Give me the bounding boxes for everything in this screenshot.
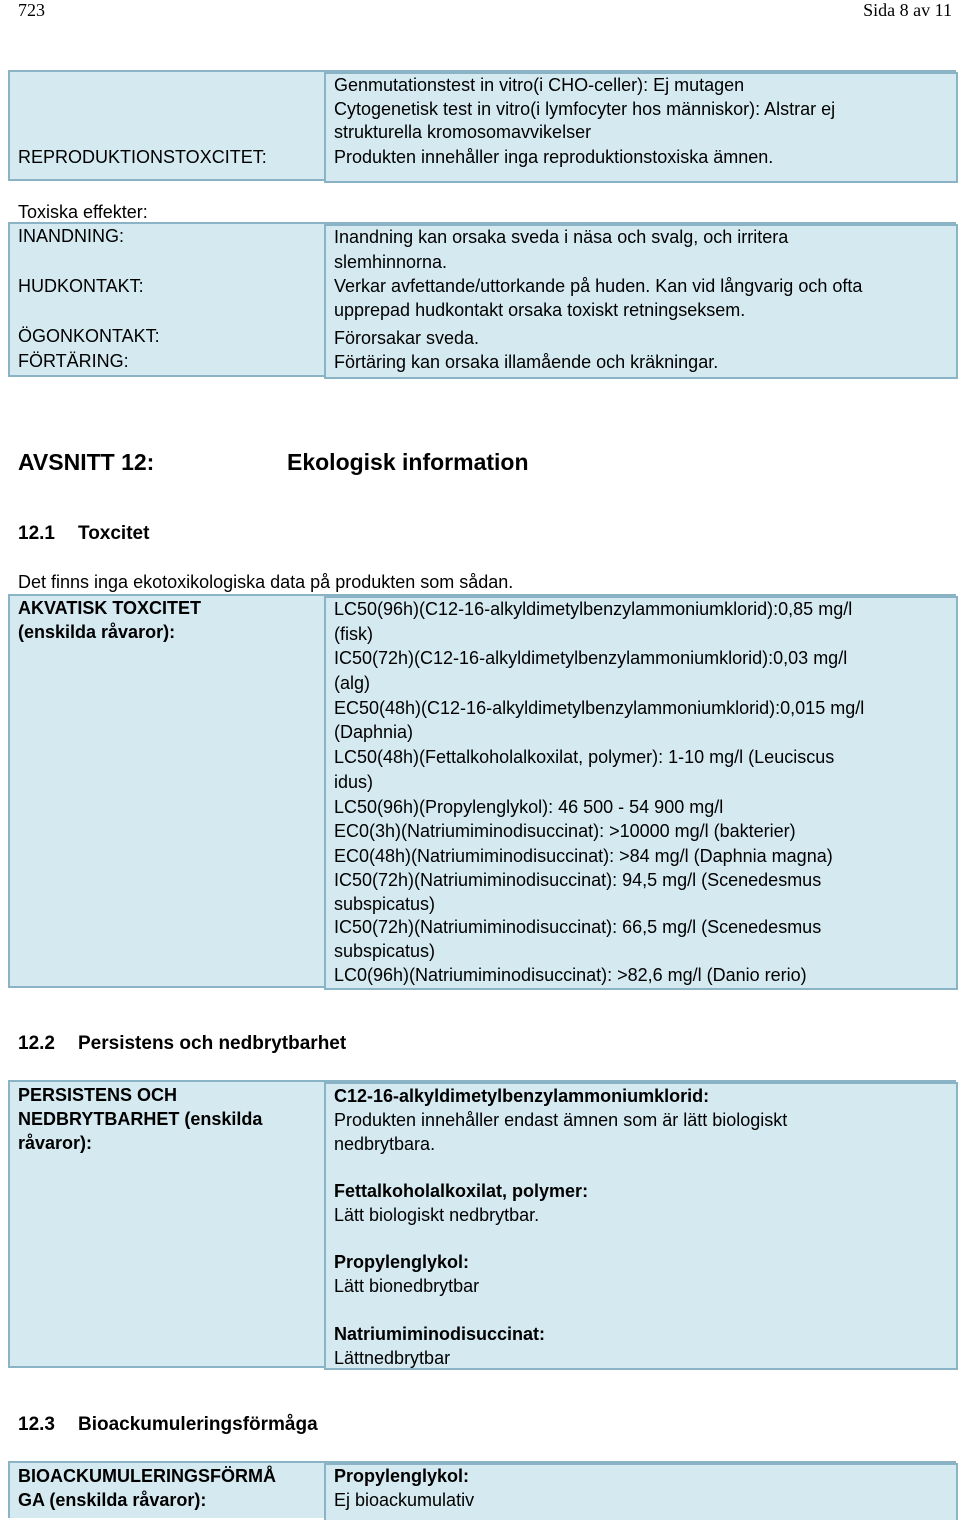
aquatic-line: IC50(72h)(C12-16-alkyldimetylbenzylammoniumklorid):0,03 mg/l — [334, 648, 848, 668]
genmutation-line: Genmutationstest in vitro(i CHO-celler): Ej mutagen — [334, 75, 745, 95]
bioaccumulation-substance: Propylenglykol: — [334, 1466, 470, 1486]
persistence-label-cont: NEDBRYTBARHET (enskilda — [18, 1109, 263, 1129]
section-title: Ekologisk information — [287, 449, 529, 475]
toxic-effects-title: Toxiska effekter: — [18, 202, 148, 222]
document-number: 723 — [18, 0, 45, 20]
substance-persistence-text: Lätt bionedbrytbar — [334, 1276, 480, 1296]
subsection-12-1-title: Toxcitet — [78, 523, 150, 544]
bioaccumulation-text: Ej bioackumulativ — [334, 1490, 475, 1510]
aquatic-line: LC50(96h)(C12-16-alkyldimetylbenzylammoniumklorid):0,85 mg/l — [334, 599, 853, 619]
aquatic-line: subspicatus) — [334, 894, 436, 914]
substance-name: C12-16-alkyldimetylbenzylammoniumklorid: — [334, 1086, 710, 1106]
aquatic-line: LC50(96h)(Propylenglykol): 46 500 - 54 900 mg/l — [334, 797, 724, 817]
aquatic-toxicity-label: AKVATISK TOXCITET — [18, 598, 202, 618]
aquatic-line: EC50(48h)(C12-16-alkyldimetylbenzylammoniumklorid):0,015 mg/l — [334, 698, 865, 718]
skin-contact-label: HUDKONTAKT: — [18, 276, 144, 296]
substance-persistence-text: Produkten innehåller endast ämnen som är lätt biologiskt — [334, 1110, 788, 1130]
aquatic-line: IC50(72h)(Natriumiminodisuccinat): 94,5 mg/l (Scenedesmus — [334, 870, 822, 890]
skin-contact-text-cont: upprepad hudkontakt orsaka toxiskt retningseksem. — [334, 300, 746, 320]
aquatic-line: LC0(96h)(Natriumiminodisuccinat): >82,6 mg/l (Danio rerio) — [334, 965, 807, 985]
reproduction-toxicity-label: REPRODUKTIONSTOXCITET: — [18, 147, 267, 167]
persistence-label: PERSISTENS OCH — [18, 1085, 178, 1105]
aquatic-line: (Daphnia) — [334, 722, 414, 742]
inhalation-label: INANDNING: — [18, 226, 125, 246]
section-number: AVSNITT 12: — [18, 449, 155, 475]
aquatic-toxicity-label-cont: (enskilda råvaror): — [18, 622, 176, 642]
aquatic-line: idus) — [334, 772, 374, 792]
subsection-12-2-title: Persistens och nedbrytbarhet — [78, 1033, 347, 1054]
page-indicator: Sida 8 av 11 — [863, 0, 952, 20]
substance-name: Fettalkoholalkoxilat, polymer: — [334, 1181, 589, 1201]
substance-name: Propylenglykol: — [334, 1252, 470, 1272]
no-ecotox-data-note: Det finns inga ekotoxikologiska data på produkten som sådan. — [18, 572, 514, 592]
subsection-12-1-number: 12.1 — [18, 523, 55, 544]
aquatic-line: EC0(48h)(Natriumiminodisuccinat): >84 mg/l (Daphnia magna) — [334, 846, 833, 866]
skin-contact-text: Verkar avfettande/uttorkande på huden. Kan vid långvarig och ofta — [334, 276, 863, 296]
inhalation-text-cont: slemhinnorna. — [334, 252, 448, 272]
eye-contact-text: Förorsakar sveda. — [334, 328, 480, 348]
bioaccumulation-label-cont: GA (enskilda råvaror): — [18, 1490, 207, 1510]
aquatic-line: (alg) — [334, 673, 371, 693]
aquatic-line: IC50(72h)(Natriumiminodisuccinat): 66,5 mg/l (Scenedesmus — [334, 917, 822, 937]
reproduction-statement: Produkten innehåller inga reproduktionstoxiska ämnen. — [334, 147, 774, 167]
aquatic-line: LC50(48h)(Fettalkoholalkoxilat, polymer): 1-10 mg/l (Leuciscus — [334, 747, 835, 767]
subsection-12-3-number: 12.3 — [18, 1414, 55, 1435]
cytogenetic-line: Cytogenetisk test in vitro(i lymfocyter hos människor): Alstrar ej — [334, 99, 836, 119]
eye-contact-label: ÖGONKONTAKT: — [18, 326, 160, 346]
substance-persistence-text: Lätt biologiskt nedbrytbar. — [334, 1205, 540, 1225]
substance-name: Natriumiminodisuccinat: — [334, 1324, 546, 1344]
cytogenetic-line-cont: strukturella kromosomavvikelser — [334, 122, 592, 142]
subsection-12-3-title: Bioackumuleringsförmåga — [78, 1414, 318, 1435]
aquatic-line: subspicatus) — [334, 941, 436, 961]
ingestion-label: FÖRTÄRING: — [18, 351, 129, 371]
bioaccumulation-label: BIOACKUMULERINGSFÖRMÅ — [18, 1466, 276, 1486]
inhalation-text: Inandning kan orsaka sveda i näsa och svalg, och irritera — [334, 227, 789, 247]
persistence-label-cont: råvaror): — [18, 1133, 93, 1153]
substance-persistence-text: nedbrytbara. — [334, 1134, 436, 1154]
ingestion-text: Förtäring kan orsaka illamående och kräkningar. — [334, 352, 719, 372]
subsection-12-2-number: 12.2 — [18, 1033, 55, 1054]
aquatic-line: EC0(3h)(Natriumiminodisuccinat): >10000 mg/l (bakterier) — [334, 821, 796, 841]
substance-persistence-text: Lättnedbrytbar — [334, 1348, 451, 1368]
aquatic-line: (fisk) — [334, 624, 373, 644]
